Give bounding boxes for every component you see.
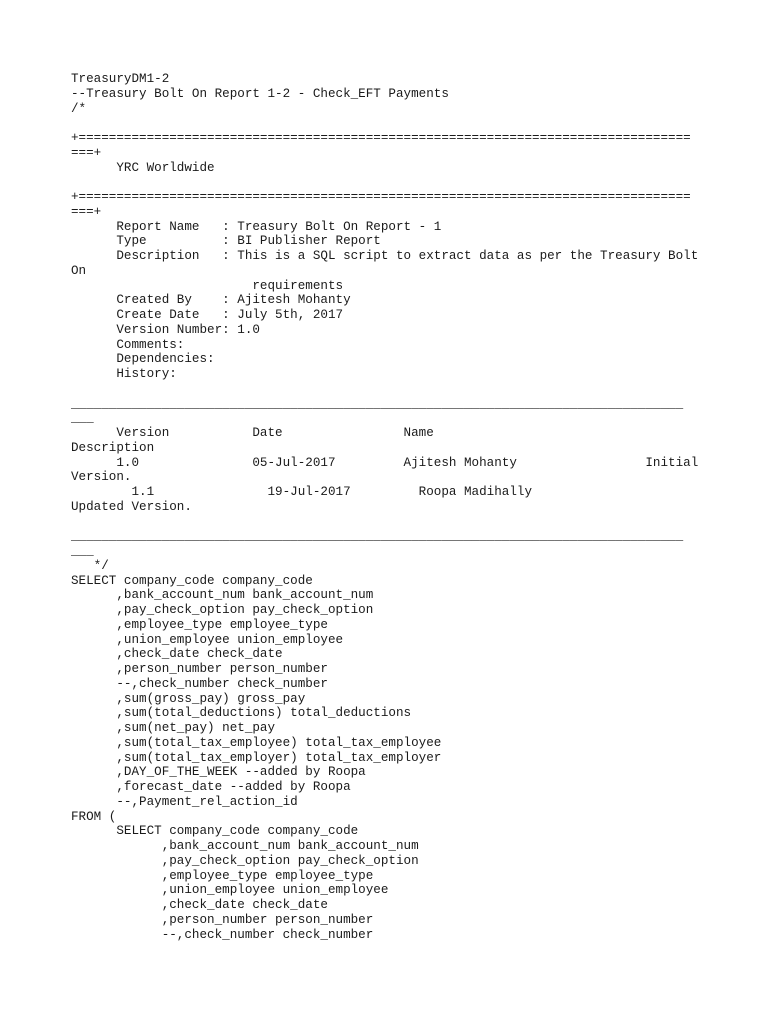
doc-line: ,employee_type employee_type — [71, 868, 374, 883]
doc-line: ,forecast_date --added by Roopa — [71, 780, 351, 794]
doc-line: SELECT company_code company_code — [71, 824, 359, 839]
doc-line — [71, 382, 711, 397]
doc-line: Updated Version. — [71, 499, 192, 514]
doc-line: +================================================================================= — [71, 131, 691, 145]
doc-line: ,sum(total_tax_employer) total_tax_employer — [71, 750, 442, 765]
doc-line: History: — [71, 367, 177, 381]
doc-line: _________________________________________________________________________________ — [71, 396, 684, 411]
doc-line: Version Number: 1.0 — [71, 322, 260, 337]
doc-line — [71, 515, 711, 530]
doc-line: ,sum(net_pay) net_pay — [71, 721, 276, 735]
doc-line: ,pay_check_option pay_check_option — [71, 603, 374, 617]
document-page — [71, 72, 711, 942]
doc-line: --,check_number check_number — [71, 676, 328, 691]
doc-line — [71, 175, 711, 190]
doc-line: requirements — [71, 278, 344, 293]
doc-line: --,Payment_rel_action_id — [71, 794, 298, 809]
doc-line: YRC Worldwide — [71, 160, 215, 175]
doc-line: FROM ( — [71, 809, 117, 824]
doc-line: ===+ — [71, 204, 102, 219]
doc-line: ,person_number person_number — [71, 662, 328, 676]
doc-line: --,check_number check_number — [71, 927, 374, 942]
doc-line: Report Name : Treasury Bolt On Report - 1 — [71, 219, 442, 234]
doc-line: --Treasury Bolt On Report 1-2 - Check_EFT Payments — [71, 86, 449, 101]
doc-line: ,employee_type employee_type — [71, 617, 328, 632]
doc-line: ,check_date check_date — [71, 898, 328, 912]
doc-line: TreasuryDM1-2 — [71, 72, 170, 86]
doc-line — [71, 116, 711, 131]
doc-line: Description : This is a SQL script to extract data as per the Treasury Bolt — [71, 249, 699, 263]
doc-line: Created By : Ajitesh Mohanty — [71, 293, 351, 308]
doc-line: On — [71, 263, 87, 278]
doc-line: Type : BI Publisher Report — [71, 234, 381, 249]
doc-line: ___ — [71, 411, 94, 426]
doc-line: 1.0 05-Jul-2017 Ajitesh Mohanty Initial — [71, 455, 699, 470]
doc-line: Version. — [71, 470, 132, 485]
doc-line: Version Date Name — [71, 426, 434, 440]
doc-line: ,pay_check_option pay_check_option — [71, 853, 419, 868]
doc-line: SELECT company_code company_code — [71, 573, 313, 588]
doc-line: _________________________________________________________________________________ — [71, 529, 684, 544]
doc-line: ,person_number person_number — [71, 912, 374, 927]
doc-line: ===+ — [71, 145, 102, 160]
doc-line: ,union_employee union_employee — [71, 632, 344, 647]
doc-line: ,DAY_OF_THE_WEEK --added by Roopa — [71, 765, 366, 780]
doc-line: */ — [71, 558, 109, 573]
doc-line: Comments: — [71, 337, 185, 352]
doc-line: ,bank_account_num bank_account_num — [71, 588, 374, 603]
doc-line: Dependencies: — [71, 352, 215, 367]
doc-line: ___ — [71, 544, 94, 558]
doc-line: Description — [71, 440, 155, 455]
doc-line: ,sum(total_deductions) total_deductions — [71, 706, 412, 721]
doc-line: Create Date : July 5th, 2017 — [71, 308, 344, 322]
doc-line: +================================================================================= — [71, 190, 691, 204]
doc-line: ,check_date check_date — [71, 647, 283, 662]
doc-line: ,sum(total_tax_employee) total_tax_employee — [71, 735, 442, 750]
doc-line: 1.1 19-Jul-2017 Roopa Madihally — [71, 485, 533, 499]
doc-line: ,union_employee union_employee — [71, 883, 389, 898]
doc-line: /* — [71, 101, 87, 116]
doc-line: ,sum(gross_pay) gross_pay — [71, 691, 306, 706]
doc-line: ,bank_account_num bank_account_num — [71, 839, 419, 853]
